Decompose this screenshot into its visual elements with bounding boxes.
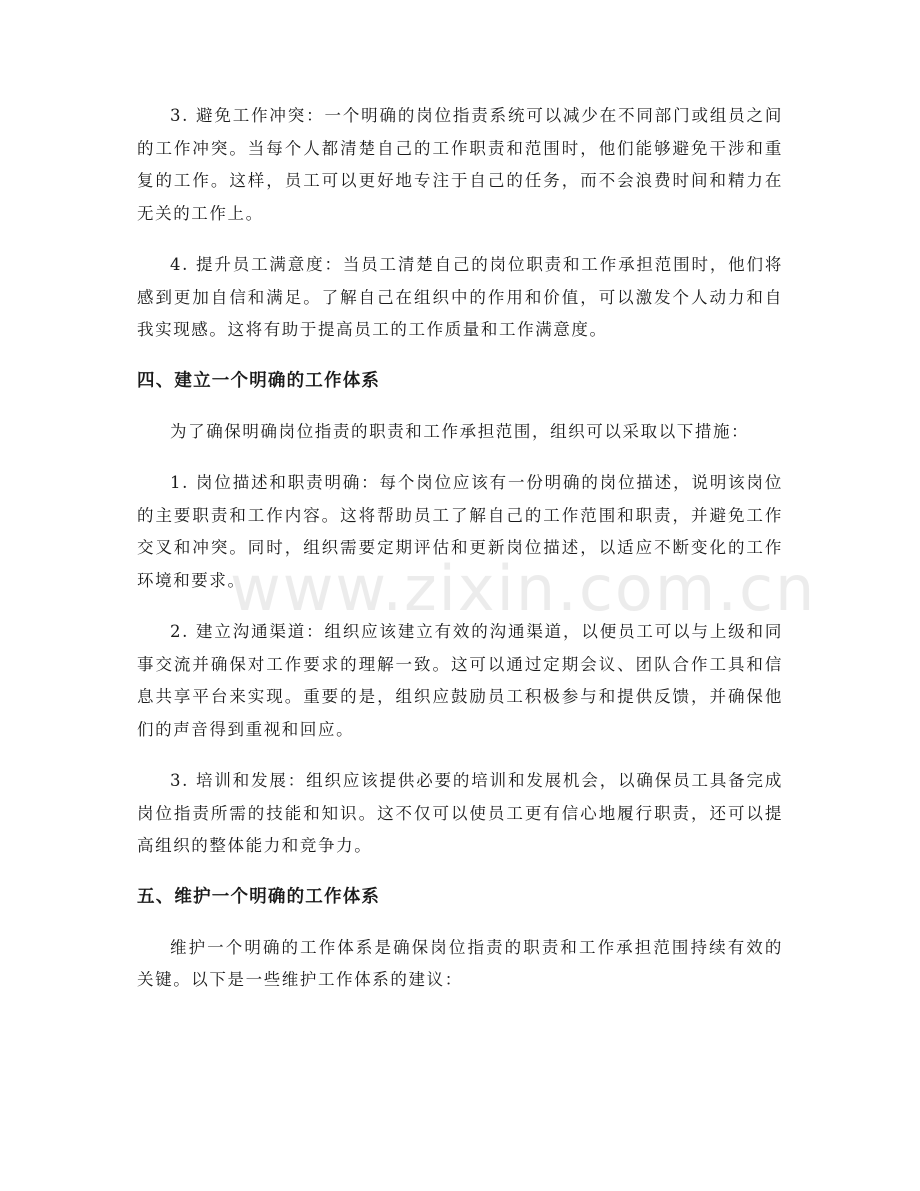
section-intro-maintain: 维护一个明确的工作体系是确保岗位指责的职责和工作承担范围持续有效的关键。以下是一些维护工作体系的建议： xyxy=(137,937,783,989)
section-intro-establish: 为了确保明确岗位指责的职责和工作承担范围，组织可以采取以下措施： xyxy=(170,421,750,441)
section-heading-establish: 四、建立一个明确的工作体系 xyxy=(137,370,381,391)
paragraph-avoid-conflict: 3. 避免工作冲突：一个明确的岗位指责系统可以减少在不同部门或组员之间的工作冲突。当每个人都清楚自己的工作职责和范围时，他们能够避免干涉和重复的工作。这样，员工可以更好地专注于自己的任务，而不会浪费时间和精力在无关的工作上。 xyxy=(137,106,783,223)
list-item-job-description: 1. 岗位描述和职责明确：每个岗位应该有一份明确的岗位描述，说明该岗位的主要职责和工作内容。这将帮助员工了解自己的工作范围和职责，并避免工作交叉和冲突。同时，组织需要定期评估和更新岗位描述，以适应不断变化的工作环境和要求。 xyxy=(137,473,783,590)
paragraph-satisfaction: 4. 提升员工满意度：当员工清楚自己的岗位职责和工作承担范围时，他们将感到更加自信和满足。了解自己在组织中的作用和价值，可以激发个人动力和自我实现感。这将有助于提高员工的工作质量和工作满意度。 xyxy=(137,255,783,339)
section-heading-maintain: 五、维护一个明确的工作体系 xyxy=(137,886,381,907)
list-item-training: 3. 培训和发展：组织应该提供必要的培训和发展机会，以确保员工具备完成岗位指责所需的技能和知识。这不仅可以使员工更有信心地履行职责，还可以提高组织的整体能力和竞争力。 xyxy=(137,771,783,855)
list-item-communication: 2. 建立沟通渠道：组织应该建立有效的沟通渠道，以便员工可以与上级和同事交流并确保对工作要求的理解一致。这可以通过定期会议、团队合作工具和信息共享平台来实现。重要的是，组织应鼓励员工积极参与和提供反馈，并确保他们的声音得到重视和回应。 xyxy=(137,622,783,739)
document-body xyxy=(137,100,817,1016)
watermark: www.zixin.com.cn xyxy=(230,552,817,625)
